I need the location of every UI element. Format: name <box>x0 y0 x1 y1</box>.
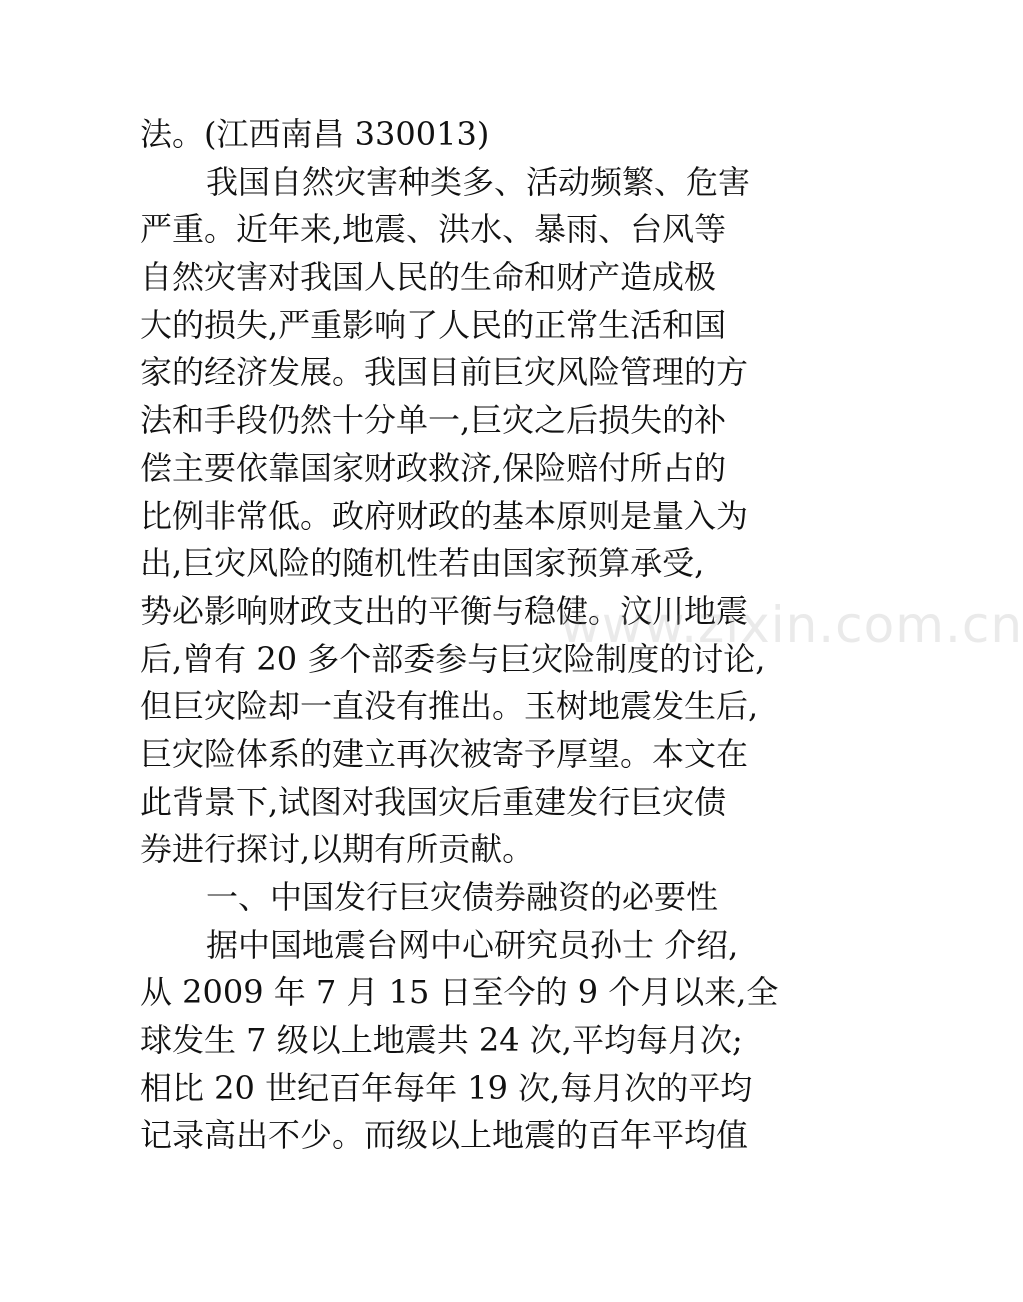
text-line: 巨灾险体系的建立再次被寄予厚望。本文在 <box>140 734 749 773</box>
text-line: 比例非常低。政府财政的基本原则是量入为 <box>140 496 749 535</box>
text-line: 相比 20 世纪百年每年 19 次,每月次的平均 <box>140 1068 753 1107</box>
watermark: www.zixin.com.cn <box>560 596 1023 654</box>
text-line: 从 2009 年 7 月 15 日至今的 9 个月以来,全 <box>140 973 779 1012</box>
text-line: 记录高出不少。而级以上地震的百年平均值 <box>140 1116 749 1155</box>
text-line: 法和手段仍然十分单一,巨灾之后损失的补 <box>140 401 727 440</box>
text-line: 出,巨灾风险的随机性若由国家预算承受, <box>140 544 705 583</box>
text-line: 偿主要依靠国家财政救济,保险赔付所占的 <box>140 448 727 487</box>
text-line: 大的损失,严重影响了人民的正常生活和国 <box>140 305 727 344</box>
body-text <box>140 111 800 1160</box>
text-line: 球发生 7 级以上地震共 24 次,平均每月次; <box>140 1021 743 1060</box>
text-line: 但巨灾险却一直没有推出。玉树地震发生后, <box>140 687 759 726</box>
text-line: 自然灾害对我国人民的生命和财产造成极 <box>140 258 717 297</box>
paragraph-start-line: 据中国地震台网中心研究员孙士 介绍, <box>206 925 739 964</box>
text-line: 势必影响财政支出的平衡与稳健。汶川地震 <box>140 591 749 630</box>
text-line: 严重。近年来,地震、洪水、暴雨、台风等 <box>140 210 727 249</box>
text-line: 此背景下,试图对我国灾后重建发行巨灾债 <box>140 782 727 821</box>
text-line: 家的经济发展。我国目前巨灾风险管理的方 <box>140 353 749 392</box>
paragraph-start-line: 我国自然灾害种类多、活动频繁、危害 <box>206 162 751 201</box>
text-line: 法。(江西南昌 330013) <box>140 115 490 153</box>
text-line: 后,曾有 20 多个部委参与巨灾险制度的讨论, <box>140 639 766 678</box>
text-line: 券进行探讨,以期有所贡献。 <box>140 830 535 869</box>
section-heading: 一、中国发行巨灾债券融资的必要性 <box>206 878 719 916</box>
